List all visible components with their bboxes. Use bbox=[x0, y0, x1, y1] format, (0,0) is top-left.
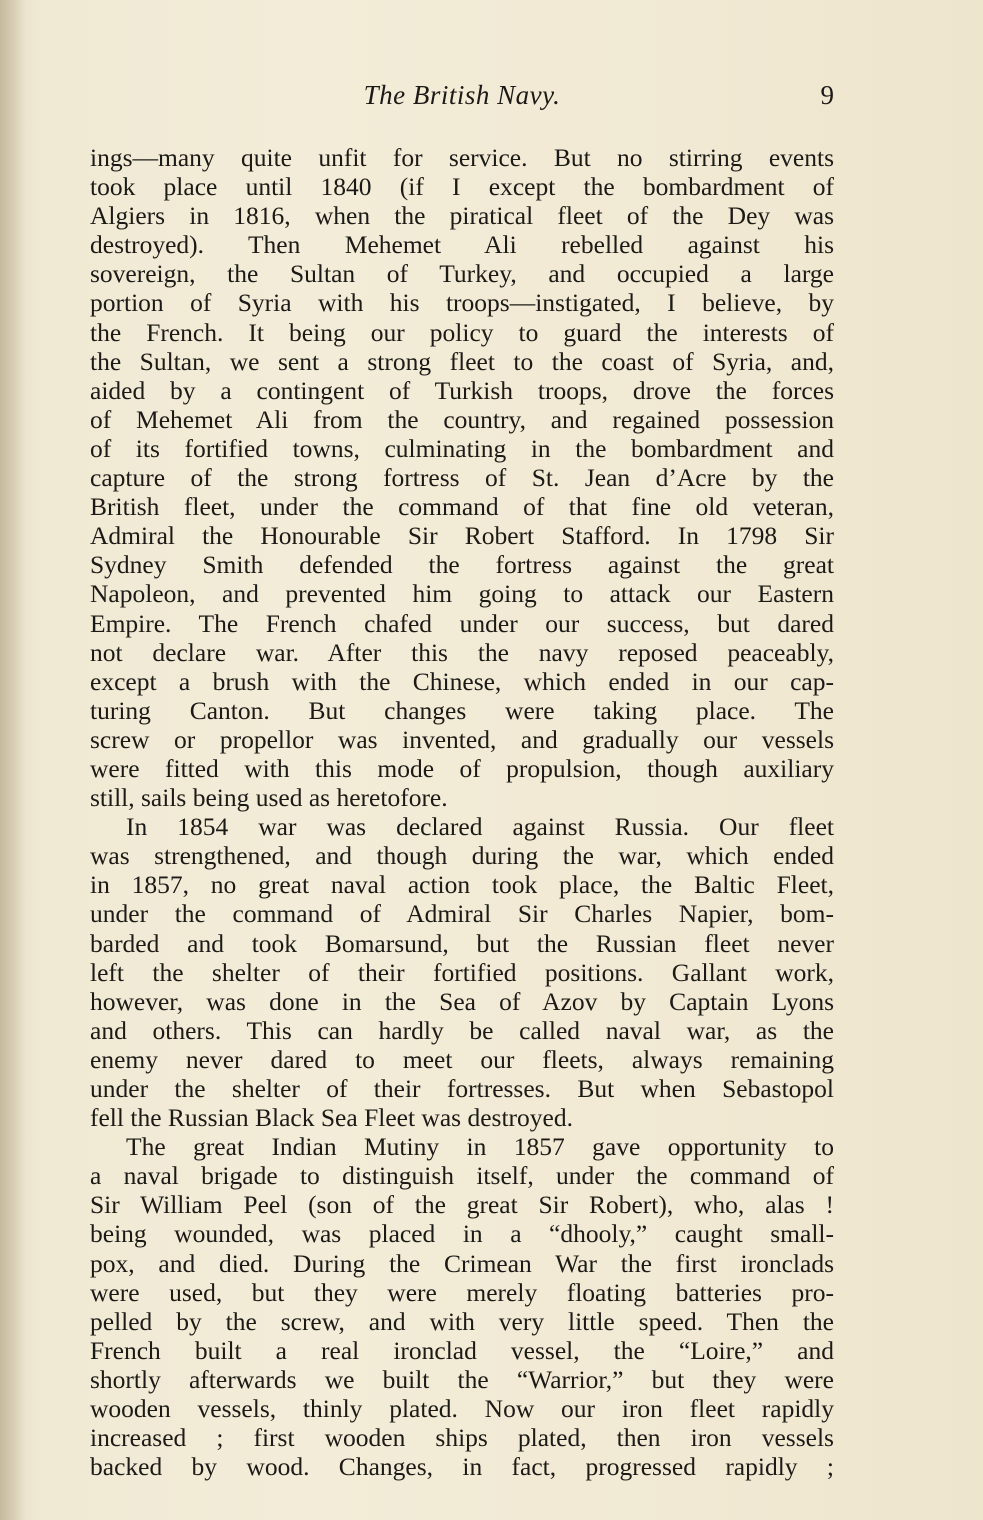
text-line: screw or propellor was invented, and gradually our vessels bbox=[90, 724, 834, 754]
text-line: wooden vessels, thinly plated. Now our iron fleet rapidly bbox=[90, 1394, 834, 1424]
text-line: ings—many quite unfit for service. But no stirring events bbox=[90, 143, 834, 172]
text-line: capture of the strong fortress of St. Jean d’Acre by the bbox=[90, 463, 834, 493]
text-line: the French. It being our policy to guard the interests of bbox=[90, 317, 834, 347]
text-line: barded and took Bomarsund, but the Russian fleet never bbox=[90, 928, 834, 958]
text-line: destroyed). Then Mehemet Ali rebelled against his bbox=[90, 230, 834, 260]
text-line: and others. This can hardly be called naval war, as the bbox=[90, 1015, 834, 1045]
page-header bbox=[90, 80, 834, 116]
text-line: the Sultan, we sent a strong fleet to the coast of Syria, and, bbox=[90, 346, 834, 376]
text-line: Sir William Peel (son of the great Sir Robert), who, alas ! bbox=[90, 1190, 834, 1220]
text-line: still, sails being used as heretofore. bbox=[90, 783, 448, 813]
text-line: under the command of Admiral Sir Charles Napier, bom- bbox=[90, 899, 834, 929]
text-line: turing Canton. But changes were taking place. The bbox=[90, 695, 834, 725]
body-text bbox=[90, 143, 834, 1481]
text-line: enemy never dared to meet our fleets, always remaining bbox=[90, 1044, 834, 1074]
text-line: however, was done in the Sea of Azov by Captain Lyons bbox=[90, 986, 834, 1016]
spine-shadow bbox=[0, 0, 26, 1520]
text-line: Sydney Smith defended the fortress against the great bbox=[90, 550, 834, 580]
paragraph-start-line: In 1854 war was declared against Russia. Our fleet bbox=[126, 812, 834, 842]
text-line: Admiral the Honourable Sir Robert Stafford. In 1798 Sir bbox=[90, 521, 834, 551]
running-title: The British Navy. bbox=[363, 80, 561, 110]
text-line: French built a real ironclad vessel, the “Loire,” and bbox=[90, 1335, 834, 1365]
text-line: of Mehemet Ali from the country, and regained possession bbox=[90, 404, 834, 434]
text-line: pox, and died. During the Crimean War the first ironclads bbox=[90, 1248, 834, 1278]
text-line: took place until 1840 (if I except the bombardment of bbox=[90, 172, 834, 202]
text-line: portion of Syria with his troops—instigated, I believe, by bbox=[90, 288, 834, 318]
text-line: shortly afterwards we built the “Warrior,” but they were bbox=[90, 1364, 834, 1394]
text-line: increased ; first wooden ships plated, then iron vessels bbox=[90, 1423, 834, 1453]
text-line: was strengthened, and though during the war, which ended bbox=[90, 841, 834, 871]
text-line: under the shelter of their fortresses. But when Sebastopol bbox=[90, 1074, 834, 1103]
text-line: except a brush with the Chinese, which ended in our cap- bbox=[90, 666, 834, 696]
text-line: left the shelter of their fortified positions. Gallant work, bbox=[90, 957, 834, 987]
paragraph-start-line: The great Indian Mutiny in 1857 gave opportunity to bbox=[126, 1132, 834, 1162]
text-line: were used, but they were merely floating batteries pro- bbox=[90, 1277, 834, 1307]
text-line: in 1857, no great naval action took place, the Baltic Fleet, bbox=[90, 870, 834, 900]
text-line: a naval brigade to distinguish itself, under the command of bbox=[90, 1161, 834, 1191]
text-line: Napoleon, and prevented him going to attack our Eastern bbox=[90, 579, 834, 609]
text-line: sovereign, the Sultan of Turkey, and occupied a large bbox=[90, 259, 834, 289]
text-line: being wounded, was placed in a “dhooly,” caught small- bbox=[90, 1219, 834, 1249]
text-line: of its fortified towns, culminating in the bombardment and bbox=[90, 433, 834, 463]
text-line: backed by wood. Changes, in fact, progressed rapidly ; bbox=[90, 1452, 834, 1482]
text-line: were fitted with this mode of propulsion, though auxiliary bbox=[90, 753, 834, 783]
text-line: not declare war. After this the navy reposed peaceably, bbox=[90, 637, 834, 667]
text-line: British fleet, under the command of that fine old veteran, bbox=[90, 492, 834, 522]
text-line: fell the Russian Black Sea Fleet was destroyed. bbox=[90, 1103, 573, 1133]
page-number: 9 bbox=[820, 80, 834, 110]
text-line: aided by a contingent of Turkish troops, drove the forces bbox=[90, 375, 834, 405]
text-line: Empire. The French chafed under our success, but dared bbox=[90, 608, 834, 638]
text-line: Algiers in 1816, when the piratical fleet of the Dey was bbox=[90, 201, 834, 231]
text-line: pelled by the screw, and with very little speed. Then the bbox=[90, 1306, 834, 1336]
